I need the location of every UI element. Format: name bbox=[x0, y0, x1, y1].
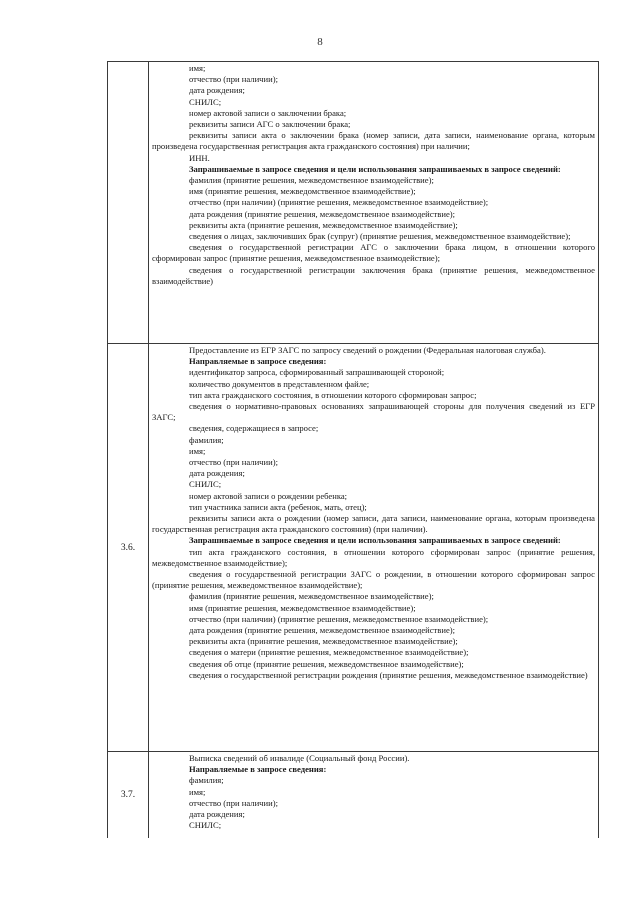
section-heading: Запрашиваемые в запросе сведения и цели использования запрашиваемых в запросе сведений: bbox=[189, 163, 561, 174]
text-line: сведения о матери (принятие решения, межведомственное взаимодействие); bbox=[189, 647, 469, 658]
text-line: реквизиты записи акта о рождении (номер записи, дата записи, наименование органа, которым произведена государственная регистрация акта гражданского состояния) (при наличии). bbox=[152, 513, 595, 535]
text-line: дата рождения; bbox=[189, 809, 245, 820]
text-line: сведения о государственной регистрации рождения (принятие решения, межведомственное взаимодействие) bbox=[189, 669, 588, 680]
row-content-cell bbox=[149, 752, 599, 839]
page-number: 8 bbox=[317, 36, 323, 48]
text-line: тип акта гражданского состояния, в отношении которого сформирован запрос (принятие решения, межведомственное взаимодействие); bbox=[152, 546, 595, 568]
text-line: идентификатор запроса, сформированный запрашивающей стороной; bbox=[189, 367, 445, 378]
text-line: дата рождения; bbox=[189, 468, 245, 479]
text-line: Предоставление из ЕГР ЗАГС по запросу сведений о рождении (Федеральная налоговая служба). bbox=[189, 345, 546, 355]
text-line: номер актовой записи о рождении ребенка; bbox=[189, 490, 348, 501]
table-row bbox=[108, 752, 599, 839]
row-number: 3.6. bbox=[120, 542, 136, 553]
table-row bbox=[108, 344, 599, 752]
row-number-cell bbox=[108, 62, 149, 344]
document-table bbox=[107, 61, 599, 838]
text-line: СНИЛС; bbox=[189, 820, 222, 831]
text-line: реквизиты записи АГС о заключении брака; bbox=[189, 119, 351, 130]
text-line: дата рождения (принятие решения, межведомственное взаимодействие); bbox=[189, 208, 456, 219]
text-line: СНИЛС; bbox=[189, 96, 222, 107]
text-line: номер актовой записи о заключении брака; bbox=[189, 107, 347, 118]
text-line: Выписка сведений об инвалиде (Социальный фонд России). bbox=[189, 753, 410, 763]
section-heading: Запрашиваемые в запросе сведения и цели использования запрашиваемых в запросе сведений: bbox=[189, 535, 561, 546]
text-line: отчество (при наличии); bbox=[189, 797, 278, 808]
text-line: имя (принятие решения, межведомственное взаимодействие); bbox=[189, 186, 416, 197]
text-line: фамилия (принятие решения, межведомственное взаимодействие); bbox=[189, 591, 434, 602]
text-line: реквизиты акта (принятие решения, межведомственное взаимодействие); bbox=[189, 636, 458, 647]
text-line: сведения о государственной регистрации заключения брака (принятие решения, межведомственное взаимодействие) bbox=[152, 264, 595, 286]
text-line: отчество (при наличии); bbox=[189, 457, 278, 468]
row-number-cell bbox=[108, 344, 149, 752]
text-line: дата рождения (принятие решения, межведомственное взаимодействие); bbox=[189, 625, 456, 636]
row-number-cell bbox=[108, 752, 149, 839]
text-line: сведения о государственной регистрации ЗАГС о рождении, в отношении которого сформирован запрос (принятие решения, межведомственное взаимодействие); bbox=[152, 569, 595, 591]
text-line: имя; bbox=[189, 63, 206, 73]
text-line: сведения о лицах, заключивших брак (супруг) (принятие решения, межведомственное взаимодействие); bbox=[189, 231, 571, 242]
text-line: СНИЛС; bbox=[189, 479, 222, 490]
text-line: реквизиты записи акта о заключении брака (номер записи, дата записи, наименование органа, которым произведена государственная регистрация акта гражданского состояния) при наличии; bbox=[152, 130, 595, 152]
text-line: сведения, содержащиеся в запросе; bbox=[189, 423, 319, 434]
text-line: отчество (при наличии) (принятие решения, межведомственное взаимодействие); bbox=[189, 197, 489, 208]
text-line: реквизиты акта (принятие решения, межведомственное взаимодействие); bbox=[189, 219, 458, 230]
text-line: сведения о нормативно-правовых основаниях запрашивающей стороны для получения сведений из ЕГР ЗАГС; bbox=[152, 401, 595, 423]
section-heading: Направляемые в запросе сведения: bbox=[189, 356, 327, 367]
row-content-cell bbox=[149, 62, 599, 344]
text-line: имя; bbox=[189, 445, 206, 456]
text-line: тип акта гражданского состояния, в отношении которого сформирован запрос; bbox=[189, 389, 477, 400]
row-content-cell bbox=[149, 344, 599, 752]
text-line: дата рождения; bbox=[189, 85, 245, 96]
text-line: фамилия; bbox=[189, 775, 224, 786]
text-line: ИНН. bbox=[189, 152, 210, 163]
text-line: фамилия (принятие решения, межведомственное взаимодействие); bbox=[189, 175, 434, 186]
section-heading: Направляемые в запросе сведения: bbox=[189, 764, 327, 775]
text-line: количество документов в представленном файле; bbox=[189, 378, 370, 389]
text-line: фамилия; bbox=[189, 434, 224, 445]
text-line: отчество (при наличии); bbox=[189, 74, 278, 85]
text-line: сведения об отце (принятие решения, межведомственное взаимодействие); bbox=[189, 658, 464, 669]
text-line: сведения о государственной регистрации АГС о заключении брака лицом, в отношении которого сформирован запрос (принятие решения, межведомственное взаимодействие); bbox=[152, 242, 595, 264]
text-line: имя; bbox=[189, 786, 206, 797]
text-line: отчество (при наличии) (принятие решения, межведомственное взаимодействие); bbox=[189, 613, 489, 624]
text-line: имя (принятие решения, межведомственное взаимодействие); bbox=[189, 602, 416, 613]
table-row bbox=[108, 62, 599, 344]
text-line: тип участника записи акта (ребенок, мать, отец); bbox=[189, 501, 367, 512]
row-number: 3.7. bbox=[120, 790, 136, 800]
